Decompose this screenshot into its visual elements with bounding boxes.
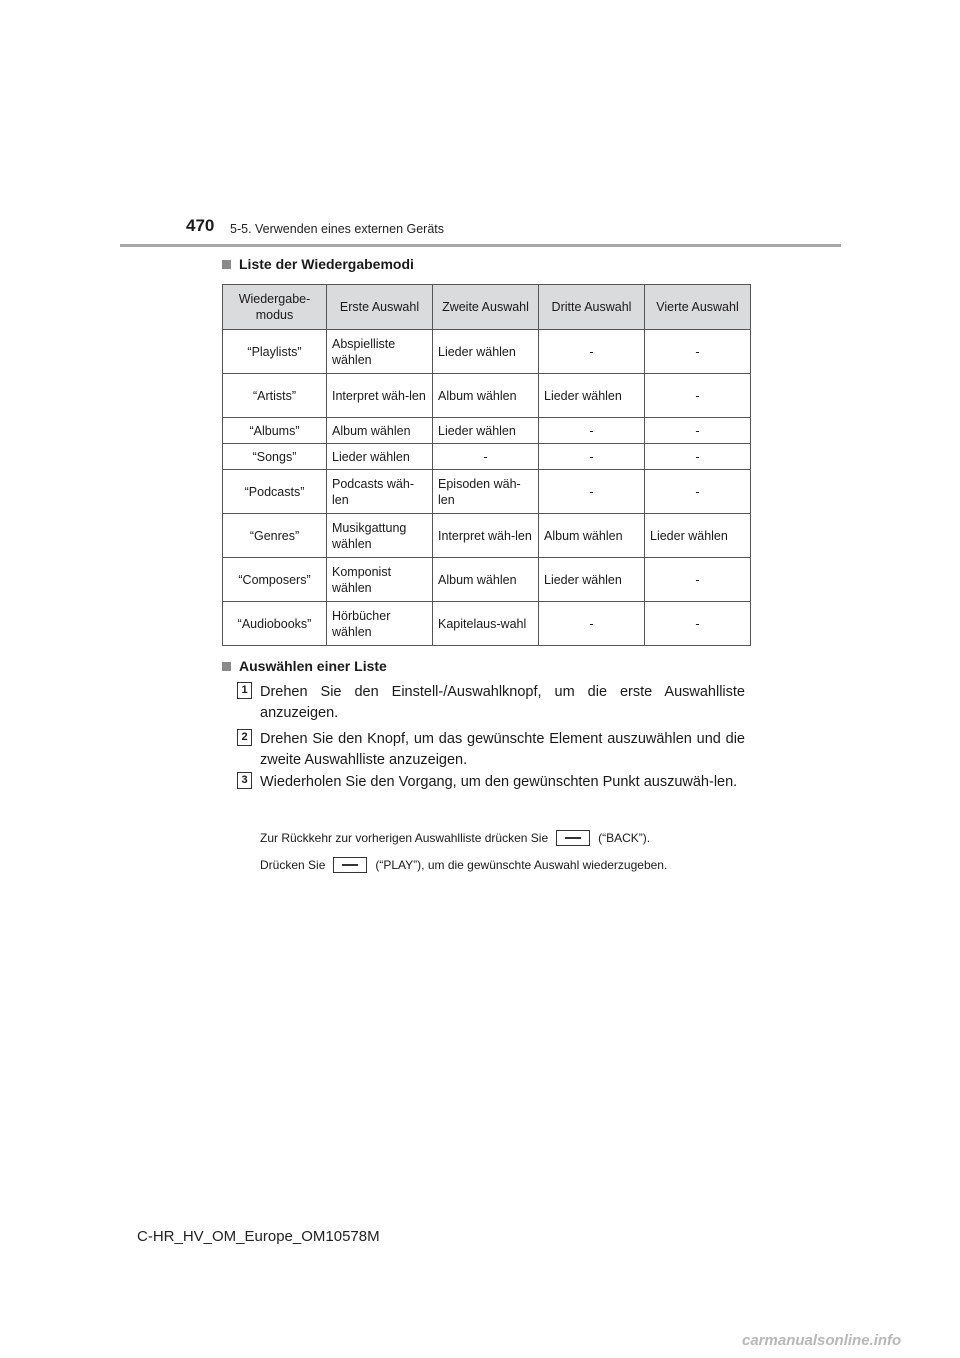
column-header: Dritte Auswahl: [539, 285, 645, 330]
header-divider: [120, 244, 841, 247]
bullet-square-icon: [222, 662, 231, 671]
table-cell: Interpret wäh-len: [433, 514, 539, 558]
page-number: 470: [186, 216, 215, 235]
step-number-badge: 2: [237, 729, 252, 746]
table-cell: “Albums”: [223, 418, 327, 444]
table-row: [223, 558, 751, 602]
table-cell: Lieder wählen: [539, 558, 645, 602]
play-note: [260, 857, 667, 873]
step-text: Drehen Sie den Einstell-/Auswahlknopf, um die erste Auswahlliste anzuzeigen.: [260, 684, 745, 721]
back-note: [260, 830, 650, 846]
table-cell: “Composers”: [223, 558, 327, 602]
table-cell: Lieder wählen: [433, 330, 539, 374]
table-cell: Album wählen: [327, 418, 433, 444]
table-cell: “Playlists”: [223, 330, 327, 374]
table-row: [223, 602, 751, 646]
step-3: [237, 772, 745, 793]
table-cell: Komponist wählen: [327, 558, 433, 602]
table-cell: “Genres”: [223, 514, 327, 558]
table-row: [223, 418, 751, 444]
table-cell: -: [645, 470, 751, 514]
table-cell: -: [539, 330, 645, 374]
modes-heading-text: Liste der Wiedergabemodi: [239, 256, 414, 272]
bullet-square-icon: [222, 260, 231, 269]
playback-modes-table: [222, 284, 751, 646]
select-list-heading: [222, 658, 387, 674]
select-list-heading-text: Auswählen einer Liste: [239, 658, 387, 674]
step-2: [237, 729, 745, 771]
table-cell: Lieder wählen: [645, 514, 751, 558]
table-cell: Podcasts wäh-len: [327, 470, 433, 514]
table-cell: “Songs”: [223, 444, 327, 470]
table-row: [223, 374, 751, 418]
table-cell: “Audiobooks”: [223, 602, 327, 646]
table-cell: -: [645, 558, 751, 602]
table-cell: Interpret wäh-len: [327, 374, 433, 418]
step-text: Wiederholen Sie den Vorgang, um den gewünschten Punkt auszuwäh-len.: [260, 774, 738, 790]
table-header-row: [223, 285, 751, 330]
table-cell: Abspielliste wählen: [327, 330, 433, 374]
table-cell: -: [539, 444, 645, 470]
table-row: [223, 514, 751, 558]
step-number-badge: 3: [237, 772, 252, 789]
note-text-after: (“BACK”).: [598, 831, 651, 845]
column-header: Vierte Auswahl: [645, 285, 751, 330]
table-cell: Lieder wählen: [327, 444, 433, 470]
table-row: [223, 330, 751, 374]
column-header: Zweite Auswahl: [433, 285, 539, 330]
table-cell: Album wählen: [433, 374, 539, 418]
table-row: [223, 470, 751, 514]
table-row: [223, 444, 751, 470]
note-text-after: (“PLAY”), um die gewünschte Auswahl wiederzugeben.: [375, 858, 668, 872]
table-cell: Kapitelaus-wahl: [433, 602, 539, 646]
note-text-before: Zur Rückkehr zur vorherigen Auswahlliste drücken Sie: [260, 831, 549, 845]
table-cell: Episoden wäh-len: [433, 470, 539, 514]
table-cell: Musikgattung wählen: [327, 514, 433, 558]
step-number-badge: 1: [237, 682, 252, 699]
section-title: 5-5. Verwenden eines externen Geräts: [230, 222, 445, 236]
table-cell: -: [645, 330, 751, 374]
column-header: Wiedergabe-modus: [223, 285, 327, 330]
table-cell: -: [433, 444, 539, 470]
table-cell: -: [645, 374, 751, 418]
step-1: [237, 682, 745, 724]
document-code: C-HR_HV_OM_Europe_OM10578M: [137, 1228, 380, 1245]
table-cell: Hörbücher wählen: [327, 602, 433, 646]
table-cell: -: [539, 470, 645, 514]
step-text: Drehen Sie den Knopf, um das gewünschte Element auszuwählen und die zweite Auswahlliste anzuzeigen.: [260, 731, 745, 768]
table-cell: -: [645, 418, 751, 444]
table-cell: -: [645, 444, 751, 470]
table-cell: Lieder wählen: [433, 418, 539, 444]
play-button-icon: [333, 857, 367, 873]
table-cell: “Artists”: [223, 374, 327, 418]
column-header: Erste Auswahl: [327, 285, 433, 330]
table-cell: Album wählen: [539, 514, 645, 558]
back-button-icon: [556, 830, 590, 846]
note-text-before: Drücken Sie: [260, 858, 326, 872]
table-cell: “Podcasts”: [223, 470, 327, 514]
table-cell: -: [539, 418, 645, 444]
table-cell: Lieder wählen: [539, 374, 645, 418]
watermark: carmanualsonline.info: [742, 1332, 902, 1349]
modes-heading: [222, 256, 414, 272]
table-cell: -: [645, 602, 751, 646]
table-cell: -: [539, 602, 645, 646]
table-cell: Album wählen: [433, 558, 539, 602]
